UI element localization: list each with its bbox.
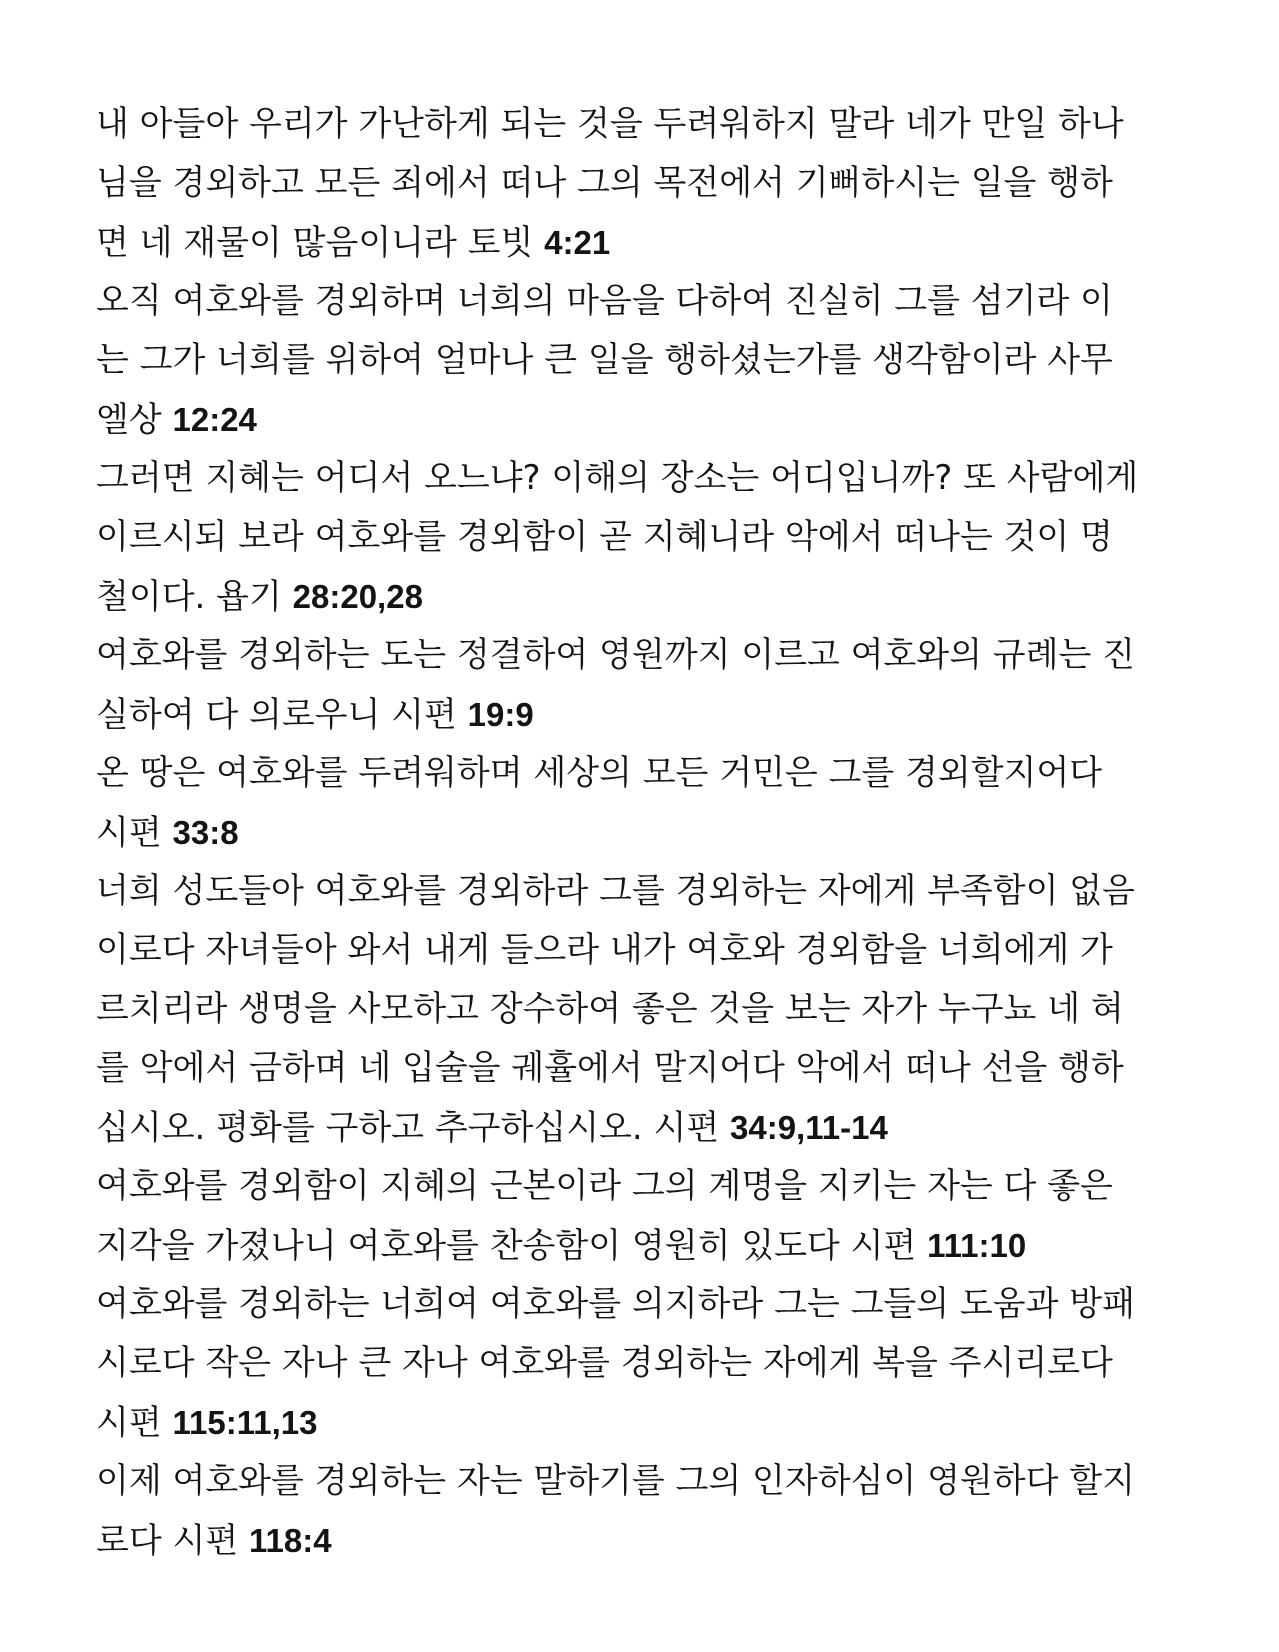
line-text: 로다 시편 bbox=[96, 1521, 249, 1561]
text-line bbox=[96, 1452, 1196, 1511]
verse-reference: 34:9,11-14 bbox=[730, 1109, 888, 1146]
text-line bbox=[96, 921, 1196, 980]
verse-reference: 19:9 bbox=[467, 696, 534, 733]
text-line bbox=[96, 980, 1196, 1039]
text-line bbox=[96, 213, 1196, 272]
verse-reference: 28:20,28 bbox=[292, 578, 423, 615]
text-line bbox=[96, 567, 1196, 626]
verse-reference: 33:8 bbox=[172, 814, 239, 851]
line-text: 십시오. 평화를 구하고 추구하십시오. 시편 bbox=[96, 1108, 730, 1148]
text-line bbox=[96, 1334, 1196, 1393]
line-text: 이르시되 보라 여호와를 경외함이 곧 지혜니라 악에서 떠나는 것이 명 bbox=[96, 517, 1113, 557]
line-text: 철이다. 욥기 bbox=[96, 577, 293, 617]
text-line bbox=[96, 744, 1196, 803]
verse-reference: 111:10 bbox=[927, 1227, 1027, 1264]
text-line bbox=[96, 1157, 1196, 1216]
line-text: 시로다 작은 자나 큰 자나 여호와를 경외하는 자에게 복을 주시리로다 bbox=[96, 1343, 1113, 1383]
line-text: 면 네 재물이 많음이니라 토빗 bbox=[96, 223, 545, 263]
line-text: 지각을 가졌나니 여호와를 찬송함이 영원히 있도다 시편 bbox=[96, 1226, 928, 1266]
text-line bbox=[96, 1511, 1196, 1570]
text-line bbox=[96, 1275, 1196, 1334]
line-text: 를 악에서 금하며 네 입술을 궤휼에서 말지어다 악에서 떠나 선을 행하 bbox=[96, 1048, 1124, 1088]
text-line bbox=[96, 1216, 1196, 1275]
text-line bbox=[96, 95, 1196, 154]
line-text: 온 땅은 여호와를 두려워하며 세상의 모든 거민은 그를 경외할지어다 bbox=[96, 753, 1103, 793]
verse-reference: 12:24 bbox=[172, 401, 257, 438]
line-text: 시편 bbox=[96, 1403, 173, 1443]
text-line bbox=[96, 272, 1196, 331]
line-text: 내 아들아 우리가 가난하게 되는 것을 두려워하지 말라 네가 만일 하나 bbox=[96, 104, 1124, 144]
line-text: 엘상 bbox=[96, 400, 173, 440]
text-line bbox=[96, 508, 1196, 567]
text-line bbox=[96, 331, 1196, 390]
verse-reference: 118:4 bbox=[249, 1522, 332, 1559]
line-text: 이로다 자녀들아 와서 내게 들으라 내가 여호와 경외함을 너희에게 가 bbox=[96, 930, 1113, 970]
verse-reference: 115:11,13 bbox=[172, 1404, 318, 1441]
text-line bbox=[96, 449, 1196, 508]
text-line bbox=[96, 154, 1196, 213]
text-line bbox=[96, 390, 1196, 449]
line-text: 르치리라 생명을 사모하고 장수하여 좋은 것을 보는 자가 누구뇨 네 혀 bbox=[96, 989, 1124, 1029]
line-text: 여호와를 경외하는 너희여 여호와를 의지하라 그는 그들의 도움과 방패 bbox=[96, 1284, 1135, 1324]
text-line bbox=[96, 803, 1196, 862]
line-text: 는 그가 너희를 위하여 얼마나 큰 일을 행하셨는가를 생각함이라 사무 bbox=[96, 340, 1113, 380]
verse-text-block bbox=[96, 95, 1196, 1570]
line-text: 시편 bbox=[96, 813, 173, 853]
line-text: 그러면 지혜는 어디서 오느냐? 이해의 장소는 어디입니까? 또 사람에게 bbox=[96, 458, 1139, 498]
text-line bbox=[96, 1393, 1196, 1452]
verse-reference: 4:21 bbox=[544, 224, 611, 261]
line-text: 여호와를 경외하는 도는 정결하여 영원까지 이르고 여호와의 규례는 진 bbox=[96, 635, 1135, 675]
text-line bbox=[96, 1039, 1196, 1098]
text-line bbox=[96, 685, 1196, 744]
line-text: 님을 경외하고 모든 죄에서 떠나 그의 목전에서 기뻐하시는 일을 행하 bbox=[96, 163, 1113, 203]
line-text: 실하여 다 의로우니 시편 bbox=[96, 695, 468, 735]
line-text: 여호와를 경외함이 지혜의 근본이라 그의 계명을 지키는 자는 다 좋은 bbox=[96, 1166, 1113, 1206]
text-line bbox=[96, 626, 1196, 685]
text-line bbox=[96, 1098, 1196, 1157]
line-text: 오직 여호와를 경외하며 너희의 마음을 다하여 진실히 그를 섬기라 이 bbox=[96, 281, 1113, 321]
line-text: 이제 여호와를 경외하는 자는 말하기를 그의 인자하심이 영원하다 할지 bbox=[96, 1461, 1135, 1501]
line-text: 너희 성도들아 여호와를 경외하라 그를 경외하는 자에게 부족함이 없음 bbox=[96, 871, 1135, 911]
text-line bbox=[96, 862, 1196, 921]
